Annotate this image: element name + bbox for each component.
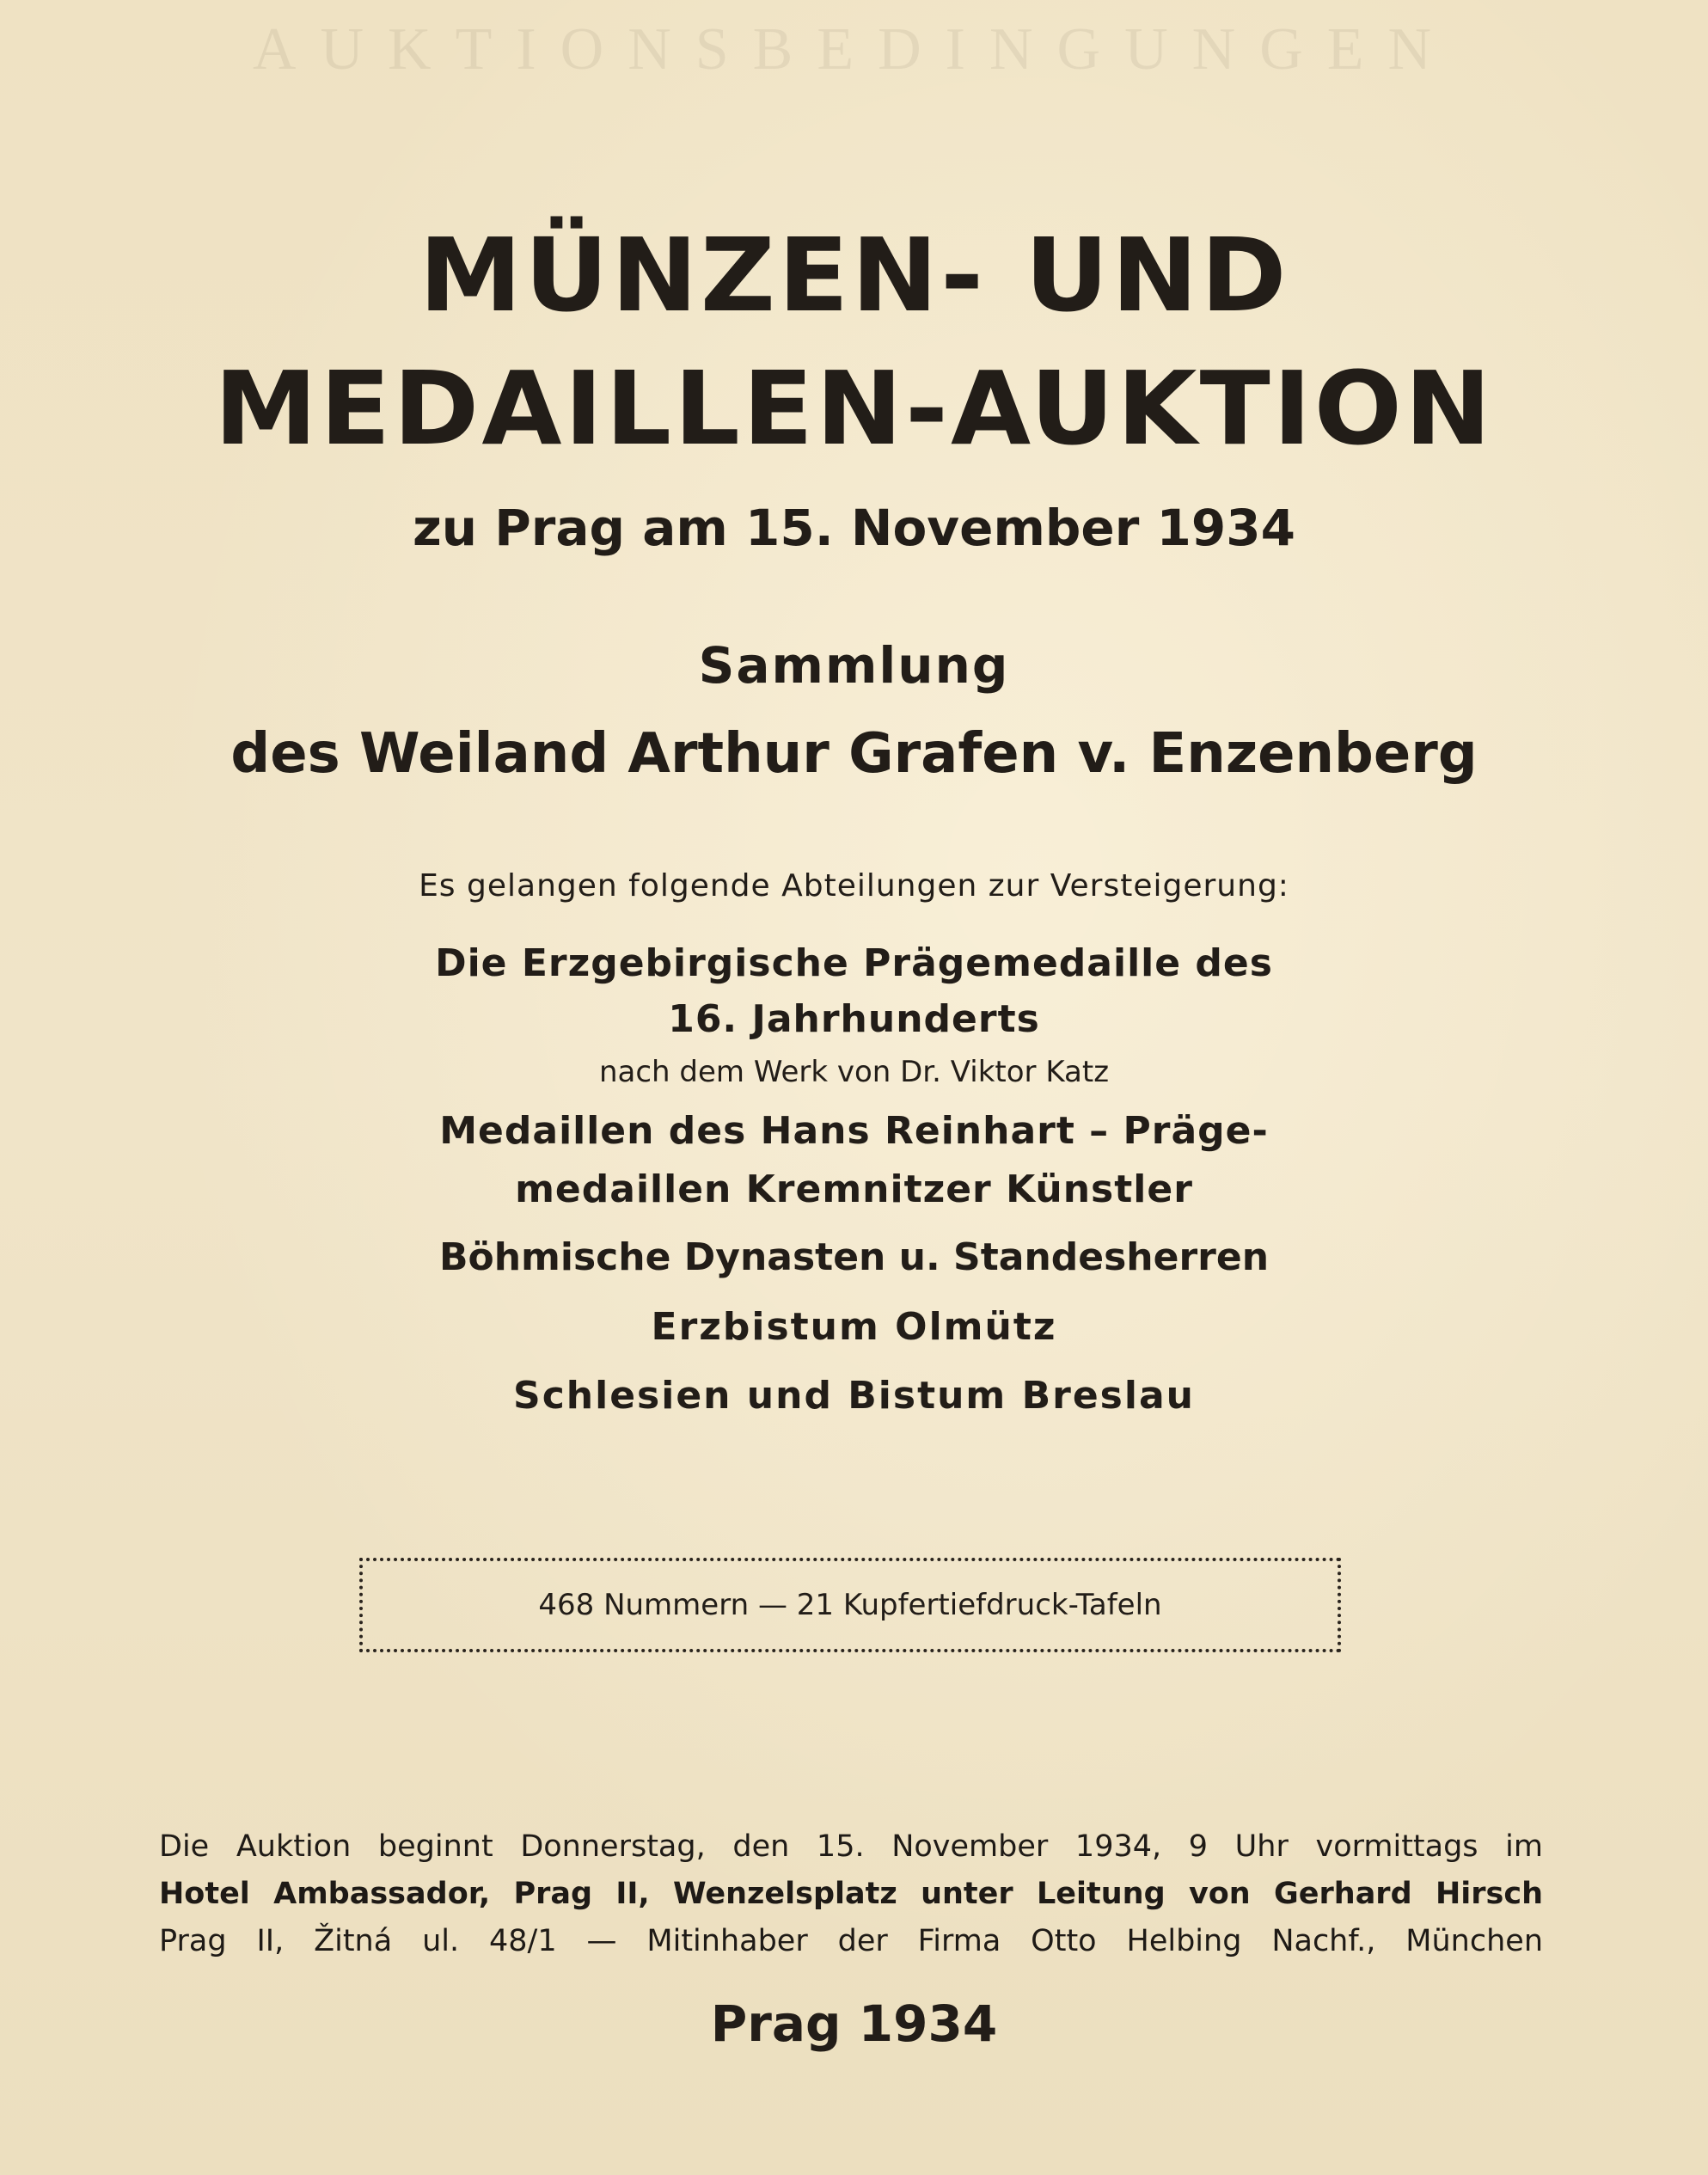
show-through-text: AUKTIONSBEDINGUNGEN [252,16,1456,83]
footer-line-3: Prag II, Žitná ul. 48/1 — Mitinhaber der Firma Otto Helbing Nachf., München [159,1924,1543,1958]
section-reinhart-line-1: Medaillen des Hans Reinhart – Präge- [439,1109,1269,1153]
imprint: Prag 1934 [710,1994,998,2053]
title-line-1: MÜNZEN- UND [419,216,1289,334]
section-erzgebirge-note: nach dem Werk von Dr. Viktor Katz [598,1055,1110,1089]
collection-owner: des Weiland Arthur Grafen v. Enzenberg [230,722,1478,786]
lot-count-box [359,1558,1341,1652]
title-line-2: MEDAILLEN-AUKTION [214,349,1494,468]
section-erzgebirge-line-2: 16. Jahrhunderts [668,997,1040,1041]
footer-line-2: Hotel Ambassador, Prag II, Wenzelsplatz unter Leitung von Gerhard Hirsch [159,1877,1543,1911]
footer-line-1: Die Auktion beginnt Donnerstag, den 15. November 1934, 9 Uhr vormittags im [159,1829,1543,1864]
section-schlesien-breslau: Schlesien und Bistum Breslau [513,1374,1195,1418]
section-erzbistum-olmuetz: Erzbistum Olmütz [651,1305,1057,1349]
section-boehmische-dynasten: Böhmische Dynasten u. Standesherren [438,1235,1270,1279]
section-erzgebirge-line-1: Die Erzgebirgische Prägemedaille des [435,941,1273,985]
section-reinhart-line-2: medaillen Kremnitzer Künstler [515,1167,1193,1211]
lot-count-text: 468 Nummern — 21 Kupfertiefdruck-Tafeln [538,1588,1162,1622]
collection-label: Sammlung [698,636,1010,695]
auction-date-subtitle: zu Prag am 15. November 1934 [413,499,1295,557]
sections-intro: Es gelangen folgende Abteilungen zur Versteigerung: [419,868,1289,904]
